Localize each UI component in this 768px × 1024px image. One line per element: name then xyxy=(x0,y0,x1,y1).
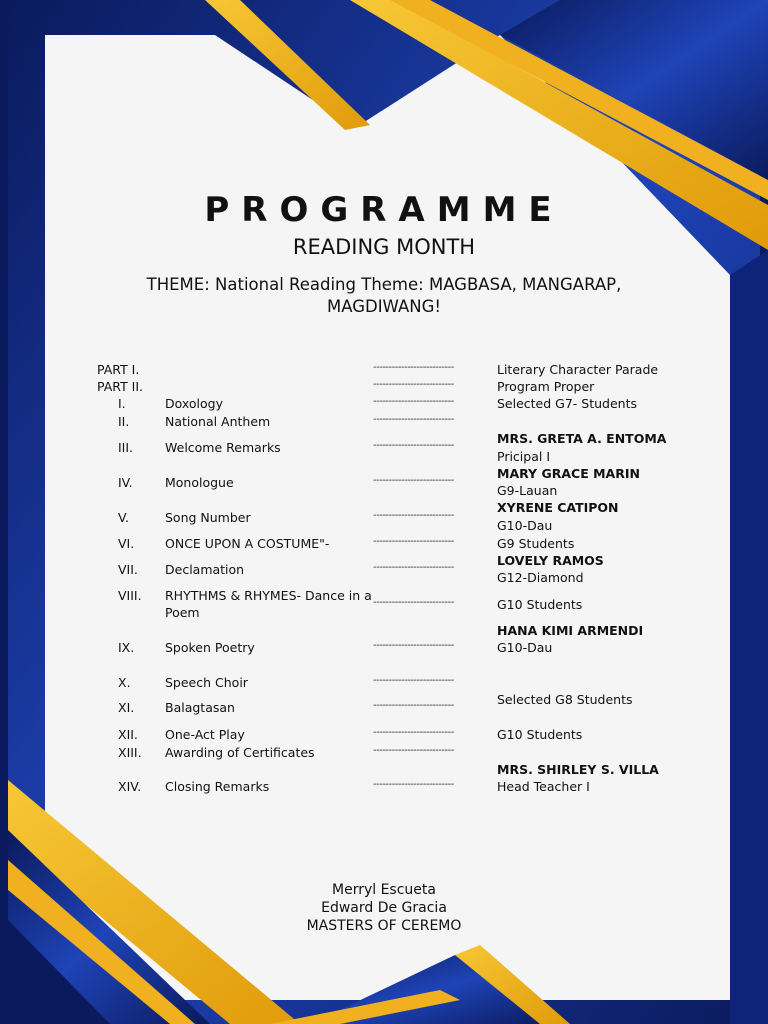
item-number: I. xyxy=(118,396,126,411)
item-number: III. xyxy=(118,440,134,455)
performer-name: LOVELY RAMOS xyxy=(497,553,604,568)
item-name: Balagtasan xyxy=(165,700,235,715)
emcee-label: MASTERS OF CEREMO xyxy=(306,918,462,934)
part-description: Literary Character Parade xyxy=(497,362,659,377)
item-name: RHYTHMS & RHYMES- Dance in a xyxy=(165,588,372,603)
item-number: VIII. xyxy=(118,588,142,603)
item-number: XII. xyxy=(118,727,138,742)
dash-leader: -------------------------- xyxy=(373,440,454,451)
dash-leader: -------------------------- xyxy=(373,536,454,547)
dash-leader: -------------------------- xyxy=(373,675,454,686)
performer-role: G10-Dau xyxy=(497,640,553,655)
dash-leader: -------------------------- xyxy=(373,779,454,790)
dash-leader: -------------------------- xyxy=(373,475,454,486)
dash-leader: -------------------------- xyxy=(373,640,454,651)
dash-leader: -------------------------- xyxy=(373,396,454,407)
performer-name: XYRENE CATIPON xyxy=(497,500,619,515)
performer: Selected G8 Students xyxy=(497,692,633,707)
item-name: National Anthem xyxy=(165,414,271,429)
dash-leader: -------------------------- xyxy=(373,700,454,711)
item-number: X. xyxy=(118,675,131,690)
item-number: XIII. xyxy=(118,745,142,760)
item-name: Song Number xyxy=(165,510,251,525)
dash-leader: -------------------------- xyxy=(373,562,454,573)
performer-name: MARY GRACE MARIN xyxy=(497,466,640,481)
performer-role: G10-Dau xyxy=(497,518,553,533)
item-name: Spoken Poetry xyxy=(165,640,255,655)
page-subtitle: READING MONTH xyxy=(292,235,476,259)
performer-name: MRS. SHIRLEY S. VILLA xyxy=(497,762,659,777)
theme-text: THEME: National Reading Theme: MAGBASA, MANGARAP, MAGDIWANG! xyxy=(146,275,622,316)
performer-role: G12-Diamond xyxy=(497,570,584,585)
item-name: Awarding of Certificates xyxy=(165,745,315,760)
performer: G10 Students xyxy=(497,727,583,742)
emcee-name: Edward De Gracia xyxy=(321,900,447,916)
item-number: VII. xyxy=(118,562,138,577)
item-name: ONCE UPON A COSTUME"- xyxy=(165,536,330,551)
item-number: XIV. xyxy=(118,779,142,794)
page-title: PROGRAMME xyxy=(204,190,564,230)
part-description: Program Proper xyxy=(497,379,595,394)
item-number: IX. xyxy=(118,640,135,655)
item-number: II. xyxy=(118,414,130,429)
performer: G10 Students xyxy=(497,597,583,612)
item-number: IV. xyxy=(118,475,133,490)
dash-leader: -------------------------- xyxy=(373,414,454,425)
item-name-continued: Poem xyxy=(165,605,200,620)
performer-role: Head Teacher I xyxy=(497,779,590,794)
performer: Selected G7- Students xyxy=(497,396,638,411)
item-number: VI. xyxy=(118,536,135,551)
item-name: Closing Remarks xyxy=(165,779,270,794)
performer-role: Pricipal I xyxy=(497,449,551,464)
emcee-name: Merryl Escueta xyxy=(332,882,436,898)
dash-leader: -------------------------- xyxy=(373,745,454,756)
dash-leader: -------------------------- xyxy=(373,597,454,608)
performer-role: G9-Lauan xyxy=(497,483,558,498)
item-number: V. xyxy=(118,510,129,525)
performer: G9 Students xyxy=(497,536,575,551)
dash-leader: -------------------------- xyxy=(373,362,454,373)
item-name: Monologue xyxy=(165,475,234,490)
performer-name: MRS. GRETA A. ENTOMA xyxy=(497,431,667,446)
dash-leader: -------------------------- xyxy=(373,510,454,521)
dash-leader: -------------------------- xyxy=(373,727,454,738)
item-number: XI. xyxy=(118,700,135,715)
part-label: PART II. xyxy=(97,379,144,394)
item-name: One-Act Play xyxy=(165,727,245,742)
item-name: Speech Choir xyxy=(165,675,248,690)
part-label: PART I. xyxy=(97,362,140,377)
item-name: Declamation xyxy=(165,562,245,577)
item-name: Welcome Remarks xyxy=(165,440,281,455)
item-name: Doxology xyxy=(165,396,224,411)
performer-name: HANA KIMI ARMENDI xyxy=(497,623,644,638)
dash-leader: -------------------------- xyxy=(373,379,454,390)
